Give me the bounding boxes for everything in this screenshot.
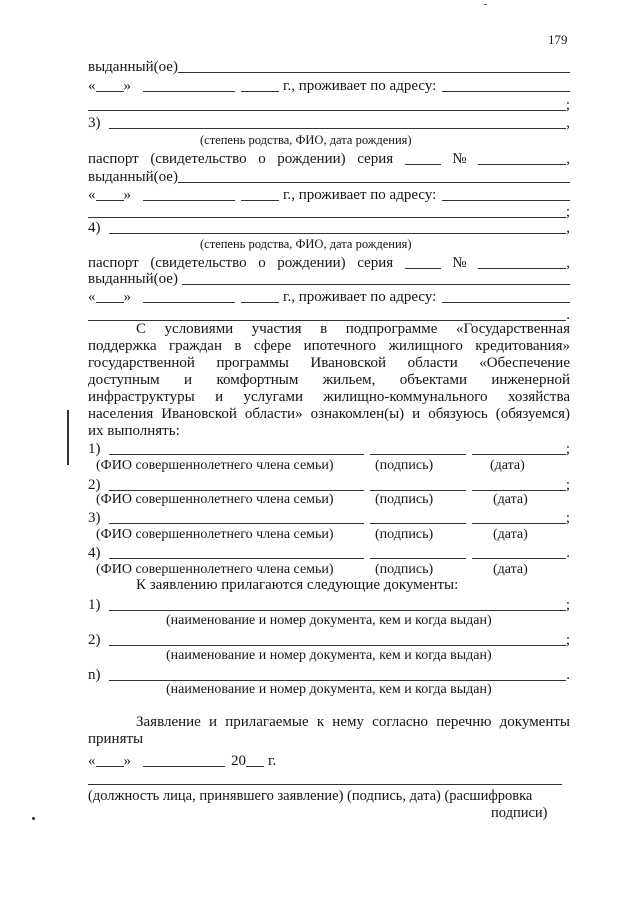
attachment-caption: (наименование и номер документа, кем и когда выдан) — [166, 613, 492, 628]
blank-day[interactable] — [96, 302, 124, 303]
blank-document[interactable] — [109, 680, 567, 681]
blank-date[interactable] — [472, 558, 567, 559]
scan-mark — [67, 410, 69, 465]
fio-caption: (ФИО совершеннолетнего члена семьи) — [96, 562, 334, 577]
label: рождении) — [277, 255, 346, 271]
label: ; — [565, 97, 570, 113]
blank-series[interactable] — [405, 164, 441, 165]
paragraph-line: их выполнять: — [88, 423, 180, 439]
relation-caption: (степень родства, ФИО, дата рождения) — [200, 237, 412, 251]
blank-fio[interactable] — [109, 490, 364, 491]
blank-year[interactable] — [241, 200, 279, 201]
label: г., проживает по адресу: — [283, 289, 437, 305]
blank-month[interactable] — [143, 302, 235, 303]
page-number: 179 — [548, 32, 568, 47]
official-signature-row — [88, 770, 562, 788]
blank-date[interactable] — [472, 523, 566, 524]
paragraph-line: поддержка граждан в сфере ипотечного жилищного кредитования» — [88, 338, 570, 354]
signature-number: 1) — [88, 441, 101, 457]
member-number: 4) — [88, 220, 101, 236]
acceptance-date-row — [88, 752, 388, 770]
attachment-caption: (наименование и номер документа, кем и когда выдан) — [166, 682, 492, 697]
attachment-number: n) — [88, 667, 101, 683]
signature-row — [88, 544, 570, 562]
label: « — [88, 187, 96, 203]
paragraph-line: населения Ивановской области» ознакомлен(ы) и обязуюсь (обязуемся) — [88, 406, 570, 422]
fio-caption: (ФИО совершеннолетнего члена семьи) — [96, 458, 334, 473]
blank-address[interactable] — [442, 200, 570, 201]
attachment-number: 1) — [88, 597, 101, 613]
paragraph-line: государственной программы Ивановской области «Обеспечение — [88, 355, 570, 371]
label: г., проживает по адресу: — [283, 78, 437, 94]
blank-address[interactable] — [442, 91, 570, 92]
label: рождении) — [277, 151, 346, 167]
label: № — [452, 151, 467, 167]
blank-signature[interactable] — [370, 454, 466, 455]
blank-year[interactable] — [246, 766, 264, 767]
label: » — [123, 78, 131, 94]
paragraph-line: доступным и комфортным жильем, объектами инженерной — [88, 372, 570, 388]
attachments-heading: К заявлению прилагаются следующие документы: — [136, 577, 459, 593]
blank-month[interactable] — [143, 766, 225, 767]
label: паспорт — [88, 151, 139, 167]
blank-fio[interactable] — [109, 523, 364, 524]
blank-address[interactable] — [88, 110, 566, 111]
member-number: 3) — [88, 115, 101, 131]
label: ; — [565, 597, 570, 613]
date-address-row — [88, 186, 570, 204]
label: выданный(ое) — [88, 59, 178, 75]
label: » — [123, 289, 131, 305]
blank-fio[interactable] — [109, 558, 364, 559]
address-row — [88, 96, 570, 114]
label: о — [258, 255, 266, 271]
blank-signature[interactable] — [370, 558, 466, 559]
blank-field[interactable] — [182, 284, 570, 285]
official-caption: (должность лица, принявшего заявление) (подпись, дата) (расшифровка — [88, 788, 533, 804]
label: » — [123, 753, 131, 769]
blank-signature[interactable] — [370, 490, 466, 491]
official-caption-continued: подписи) — [491, 805, 548, 821]
blank-fio[interactable] — [109, 454, 364, 455]
relation-caption: (степень родства, ФИО, дата рождения) — [200, 133, 412, 147]
label: . — [566, 545, 570, 561]
date-caption: (дата) — [493, 562, 528, 577]
signature-caption: (подпись) — [375, 527, 434, 542]
label: г. — [268, 753, 277, 769]
signature-caption: (подпись) — [375, 562, 434, 577]
fio-caption: (ФИО совершеннолетнего члена семьи) — [96, 527, 334, 542]
issued-row — [88, 58, 570, 76]
date-address-row — [88, 288, 570, 306]
paragraph-line: инфраструктуры и услугами жилищно-коммунального хозяйства — [88, 389, 570, 405]
date-caption: (дата) — [493, 527, 528, 542]
signature-caption: (подпись) — [375, 492, 434, 507]
signature-number: 4) — [88, 545, 101, 561]
attachment-row — [88, 596, 570, 614]
blank-series[interactable] — [405, 268, 441, 269]
member-row — [88, 219, 570, 237]
label: ; — [565, 204, 570, 220]
label: . — [566, 667, 570, 683]
paragraph-line: С условиями участия в подпрограмме «Государственная — [136, 321, 570, 337]
passport-row — [88, 150, 570, 168]
acceptance-paragraph — [88, 714, 570, 748]
signature-row — [88, 509, 570, 527]
blank-day[interactable] — [96, 200, 124, 201]
label: . — [566, 307, 570, 323]
blank-field[interactable] — [178, 72, 570, 73]
blank-field[interactable] — [178, 182, 570, 183]
date-caption: (дата) — [490, 458, 525, 473]
label: (свидетельство — [150, 255, 247, 271]
label: 20 — [231, 753, 246, 769]
blank-document[interactable] — [109, 610, 566, 611]
label: ; — [565, 632, 570, 648]
blank-number[interactable] — [478, 268, 566, 269]
blank-field[interactable] — [109, 128, 567, 129]
signature-number: 2) — [88, 477, 101, 493]
label: ; — [565, 441, 570, 457]
paragraph-line: Заявление и прилагаемые к нему согласно перечню документы — [136, 714, 570, 730]
blank-day[interactable] — [96, 91, 124, 92]
blank-address[interactable] — [442, 302, 570, 303]
blank-number[interactable] — [478, 164, 566, 165]
issued-row — [88, 270, 570, 288]
blank-year[interactable] — [241, 91, 279, 92]
blank-date[interactable] — [472, 454, 566, 455]
label: » — [123, 187, 131, 203]
member-row — [88, 114, 570, 132]
label: серия — [357, 151, 394, 167]
paragraph-line: приняты — [88, 731, 144, 747]
blank-day[interactable] — [96, 766, 124, 767]
blank-document[interactable] — [109, 645, 566, 646]
signature-number: 3) — [88, 510, 101, 526]
label: , — [566, 255, 570, 271]
label: г., проживает по адресу: — [283, 187, 437, 203]
label: выданный(ое) — [88, 271, 178, 287]
label: ; — [565, 477, 570, 493]
label: ; — [565, 510, 570, 526]
label: « — [88, 753, 96, 769]
blank-year[interactable] — [241, 302, 279, 303]
label: паспорт — [88, 255, 139, 271]
attachment-number: 2) — [88, 632, 101, 648]
attachment-caption: (наименование и номер документа, кем и когда выдан) — [166, 648, 492, 663]
label: выданный(ое) — [88, 169, 178, 185]
blank-signature[interactable] — [370, 523, 466, 524]
date-caption: (дата) — [493, 492, 528, 507]
blank-month[interactable] — [143, 91, 235, 92]
attachment-row — [88, 631, 570, 649]
signature-row — [88, 440, 570, 458]
blank-month[interactable] — [143, 200, 235, 201]
blank-date[interactable] — [472, 490, 566, 491]
label: (свидетельство — [150, 151, 247, 167]
blank-address[interactable] — [88, 217, 566, 218]
date-address-row — [88, 77, 570, 95]
label: « — [88, 289, 96, 305]
blank-official[interactable] — [88, 784, 562, 785]
fio-caption: (ФИО совершеннолетнего члена семьи) — [96, 492, 334, 507]
signature-caption: (подпись) — [375, 458, 434, 473]
scan-mark — [484, 4, 487, 5]
label: серия — [357, 255, 394, 271]
agreement-paragraph — [88, 321, 570, 440]
blank-field[interactable] — [109, 233, 567, 234]
label: № — [452, 255, 467, 271]
label: о — [258, 151, 266, 167]
label: , — [566, 115, 570, 131]
label: « — [88, 78, 96, 94]
issued-row — [88, 168, 570, 186]
label: , — [566, 220, 570, 236]
scan-mark — [32, 817, 35, 820]
label: , — [566, 151, 570, 167]
